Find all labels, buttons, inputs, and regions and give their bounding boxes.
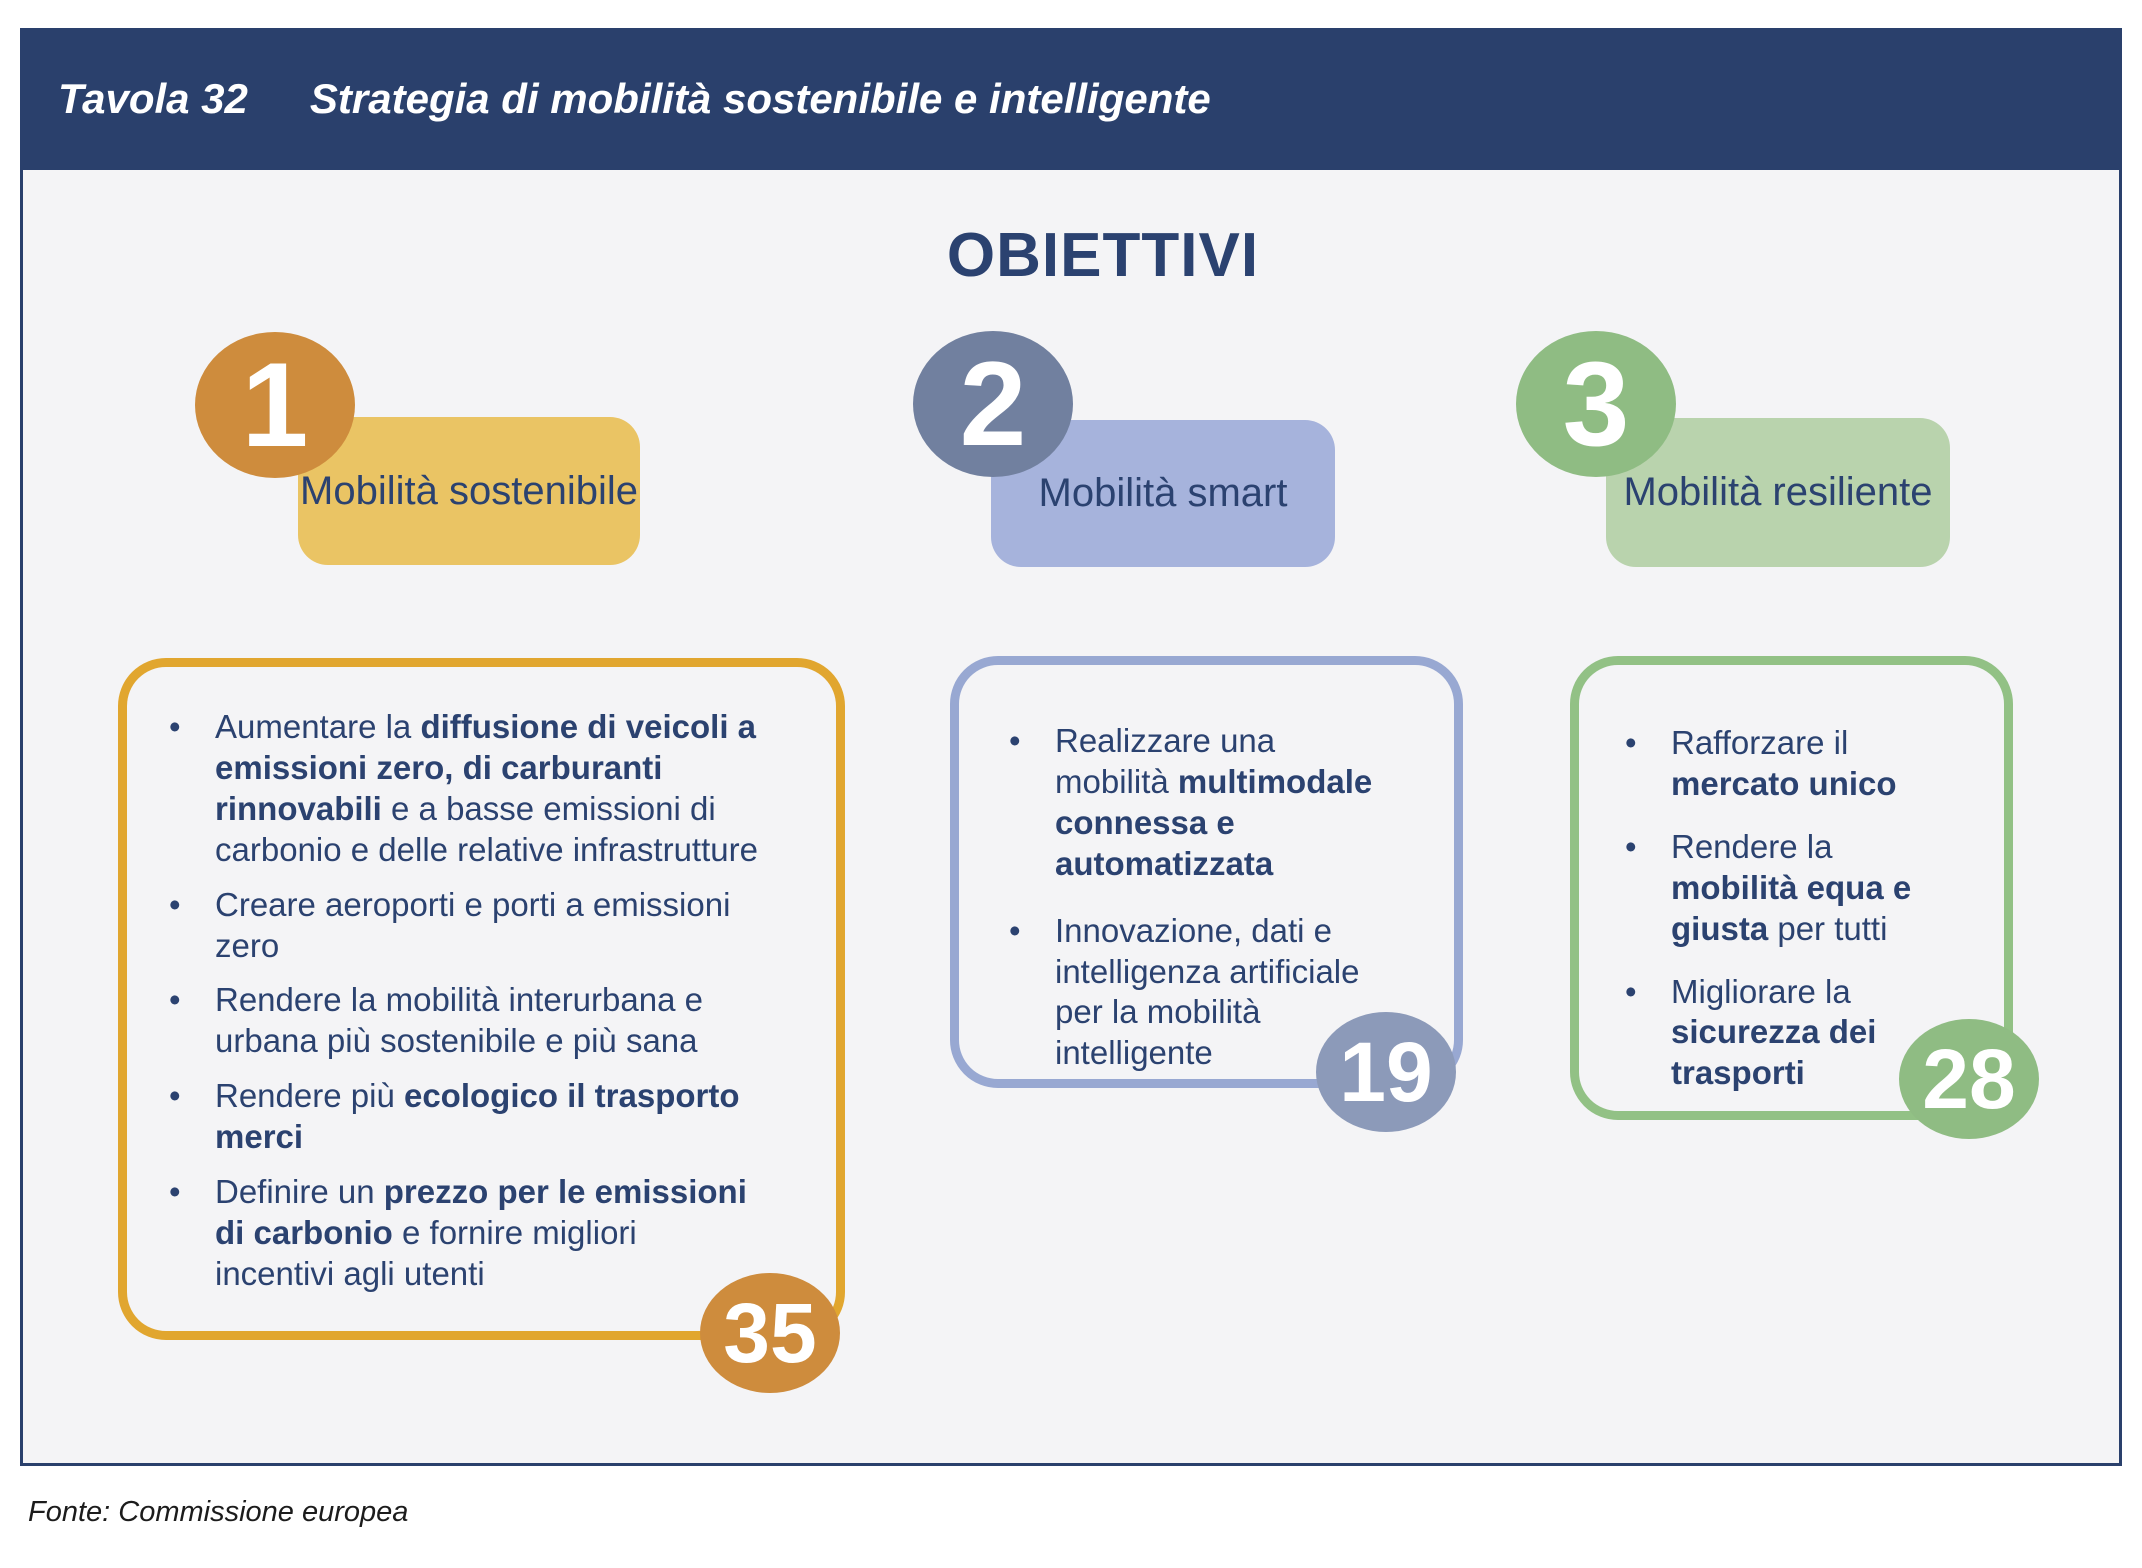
header-bar xyxy=(20,28,2122,170)
count-badge-value: 19 xyxy=(1339,1025,1433,1119)
count-badge-value: 28 xyxy=(1922,1032,2016,1126)
column-label-text: Mobilità resiliente xyxy=(1623,470,1933,515)
bullet-list xyxy=(163,707,818,1295)
column-label xyxy=(298,417,640,565)
bullet-text: Rendere la mobilità interurbana e urbana più sostenibile e più sana xyxy=(215,981,703,1060)
bullet-text: Realizzare una mobilità multimodale connessa e automatizzata xyxy=(1055,722,1373,882)
bullet-text: Creare aeroporti e porti a emissioni zero xyxy=(215,885,731,964)
bullet-item xyxy=(163,707,818,871)
bullet-text: Rafforzare il mercato unico xyxy=(1671,724,1897,802)
bullet-dot: • xyxy=(1625,724,1637,761)
column-number: 1 xyxy=(241,338,309,472)
column-label-text: Mobilità smart xyxy=(1038,471,1288,516)
column-number-circle xyxy=(1516,331,1676,477)
column-number-circle xyxy=(913,331,1073,477)
bullet-text: Rendere più ecologico il trasporto merci xyxy=(215,1077,740,1156)
figure-title: Strategia di mobilità sostenibile e intelligente xyxy=(309,75,1211,122)
count-badge-value: 35 xyxy=(723,1286,817,1380)
content-area xyxy=(20,170,2122,1466)
bullet-item xyxy=(163,885,818,967)
bullet-dot: • xyxy=(1009,911,1021,949)
bullet-text: Innovazione, dati e intelligenza artificiale per la mobilità intelligente xyxy=(1055,911,1360,1072)
bullet-dot: • xyxy=(169,1077,181,1115)
bullet-box xyxy=(950,656,1463,1119)
column-number-circle xyxy=(195,332,355,478)
bullet-dot: • xyxy=(1625,972,1637,1010)
column-label-text: Mobilità sostenibile xyxy=(300,468,638,513)
bullet-text: Migliorare la sicurezza dei trasporti xyxy=(1671,972,1877,1092)
bullet-item xyxy=(1003,721,1440,885)
bullet-dot: • xyxy=(169,981,181,1019)
bullet-text: Definire un prezzo per le emissioni di carbonio e fornire migliori incentivi agli utenti xyxy=(215,1173,747,1292)
bullet-item xyxy=(163,980,818,1062)
source-note xyxy=(28,1496,408,1529)
bullet-text: Rendere la mobilità equa e giusta per tutti xyxy=(1671,827,1912,947)
source-note-text: Fonte: Commissione europea xyxy=(28,1496,409,1528)
bullet-dot: • xyxy=(169,708,181,745)
bullet-dot: • xyxy=(1009,722,1021,759)
count-badge xyxy=(1316,1012,1456,1132)
bullet-dot: • xyxy=(169,885,181,923)
bullet-dot: • xyxy=(169,1173,181,1211)
figure-tag: Tavola 32 xyxy=(58,75,248,122)
count-badge xyxy=(1899,1019,2039,1139)
column-number: 2 xyxy=(959,337,1027,471)
count-badge xyxy=(700,1273,840,1393)
bullet-text: Aumentare la diffusione di veicoli a emissioni zero, di carburanti rinnovabili e a basse emissioni di carbonio e delle relative infrastrutture xyxy=(215,708,758,868)
bullet-box xyxy=(118,658,845,1380)
bullet-item xyxy=(163,1172,818,1295)
bullet-box xyxy=(1570,656,2016,1126)
bullet-item xyxy=(1619,827,1994,950)
bullet-item xyxy=(1619,723,1994,805)
main-title: OBIETTIVI xyxy=(946,221,1260,290)
column-number: 3 xyxy=(1562,337,1630,471)
bullet-dot: • xyxy=(1625,827,1637,865)
bullet-item xyxy=(163,1076,818,1158)
